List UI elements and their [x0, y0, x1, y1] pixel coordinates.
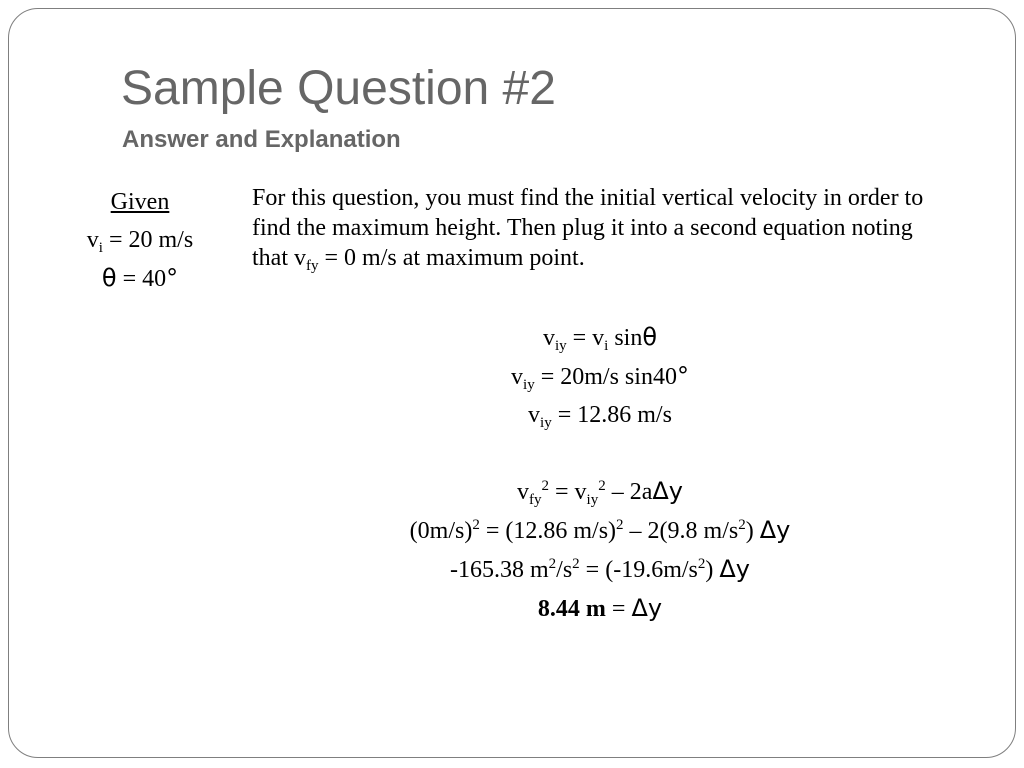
given-initial-velocity: $v_i = 20$ m/s [86, 227, 194, 256]
equation-line: $v_{iy} = 12.86$ m/s [528, 402, 672, 431]
final-answer: 8.44 m = Δy [537, 594, 663, 622]
max-height-equations [250, 472, 950, 628]
slide-title: Sample Question #2 [121, 62, 556, 115]
explanation-paragraph: For this question, you must find the initial vertical velocity in order to find the maximum height. Then plug it into a second equation noting that $v_{fy} = 0$ m/s at maximum point. [252, 185, 924, 274]
equation-line: $(0m/s)^2 = (12.86$ m/s)$^2$ – 2(9.8 $m/s^2$) Δy [409, 516, 791, 544]
equation-line: $v_{iy} = v_i$ sinθ [542, 323, 658, 354]
given-section [40, 183, 240, 298]
equation-line: -165.38 $m^2/s^2 = (-19.6m/s^2)$ Δy [449, 555, 750, 583]
slide-subtitle: Answer and Explanation [122, 126, 401, 153]
given-heading: Given [110, 189, 170, 215]
equation-line: $v_{iy} = 20m/s$ sin40° [511, 362, 689, 393]
vertical-velocity-equations [250, 318, 950, 434]
given-angle: θ = 40° [101, 264, 179, 292]
equation-line: $v_{fy}^2 = v_{iy}^2 - 2a\Delta y$ [517, 477, 683, 508]
